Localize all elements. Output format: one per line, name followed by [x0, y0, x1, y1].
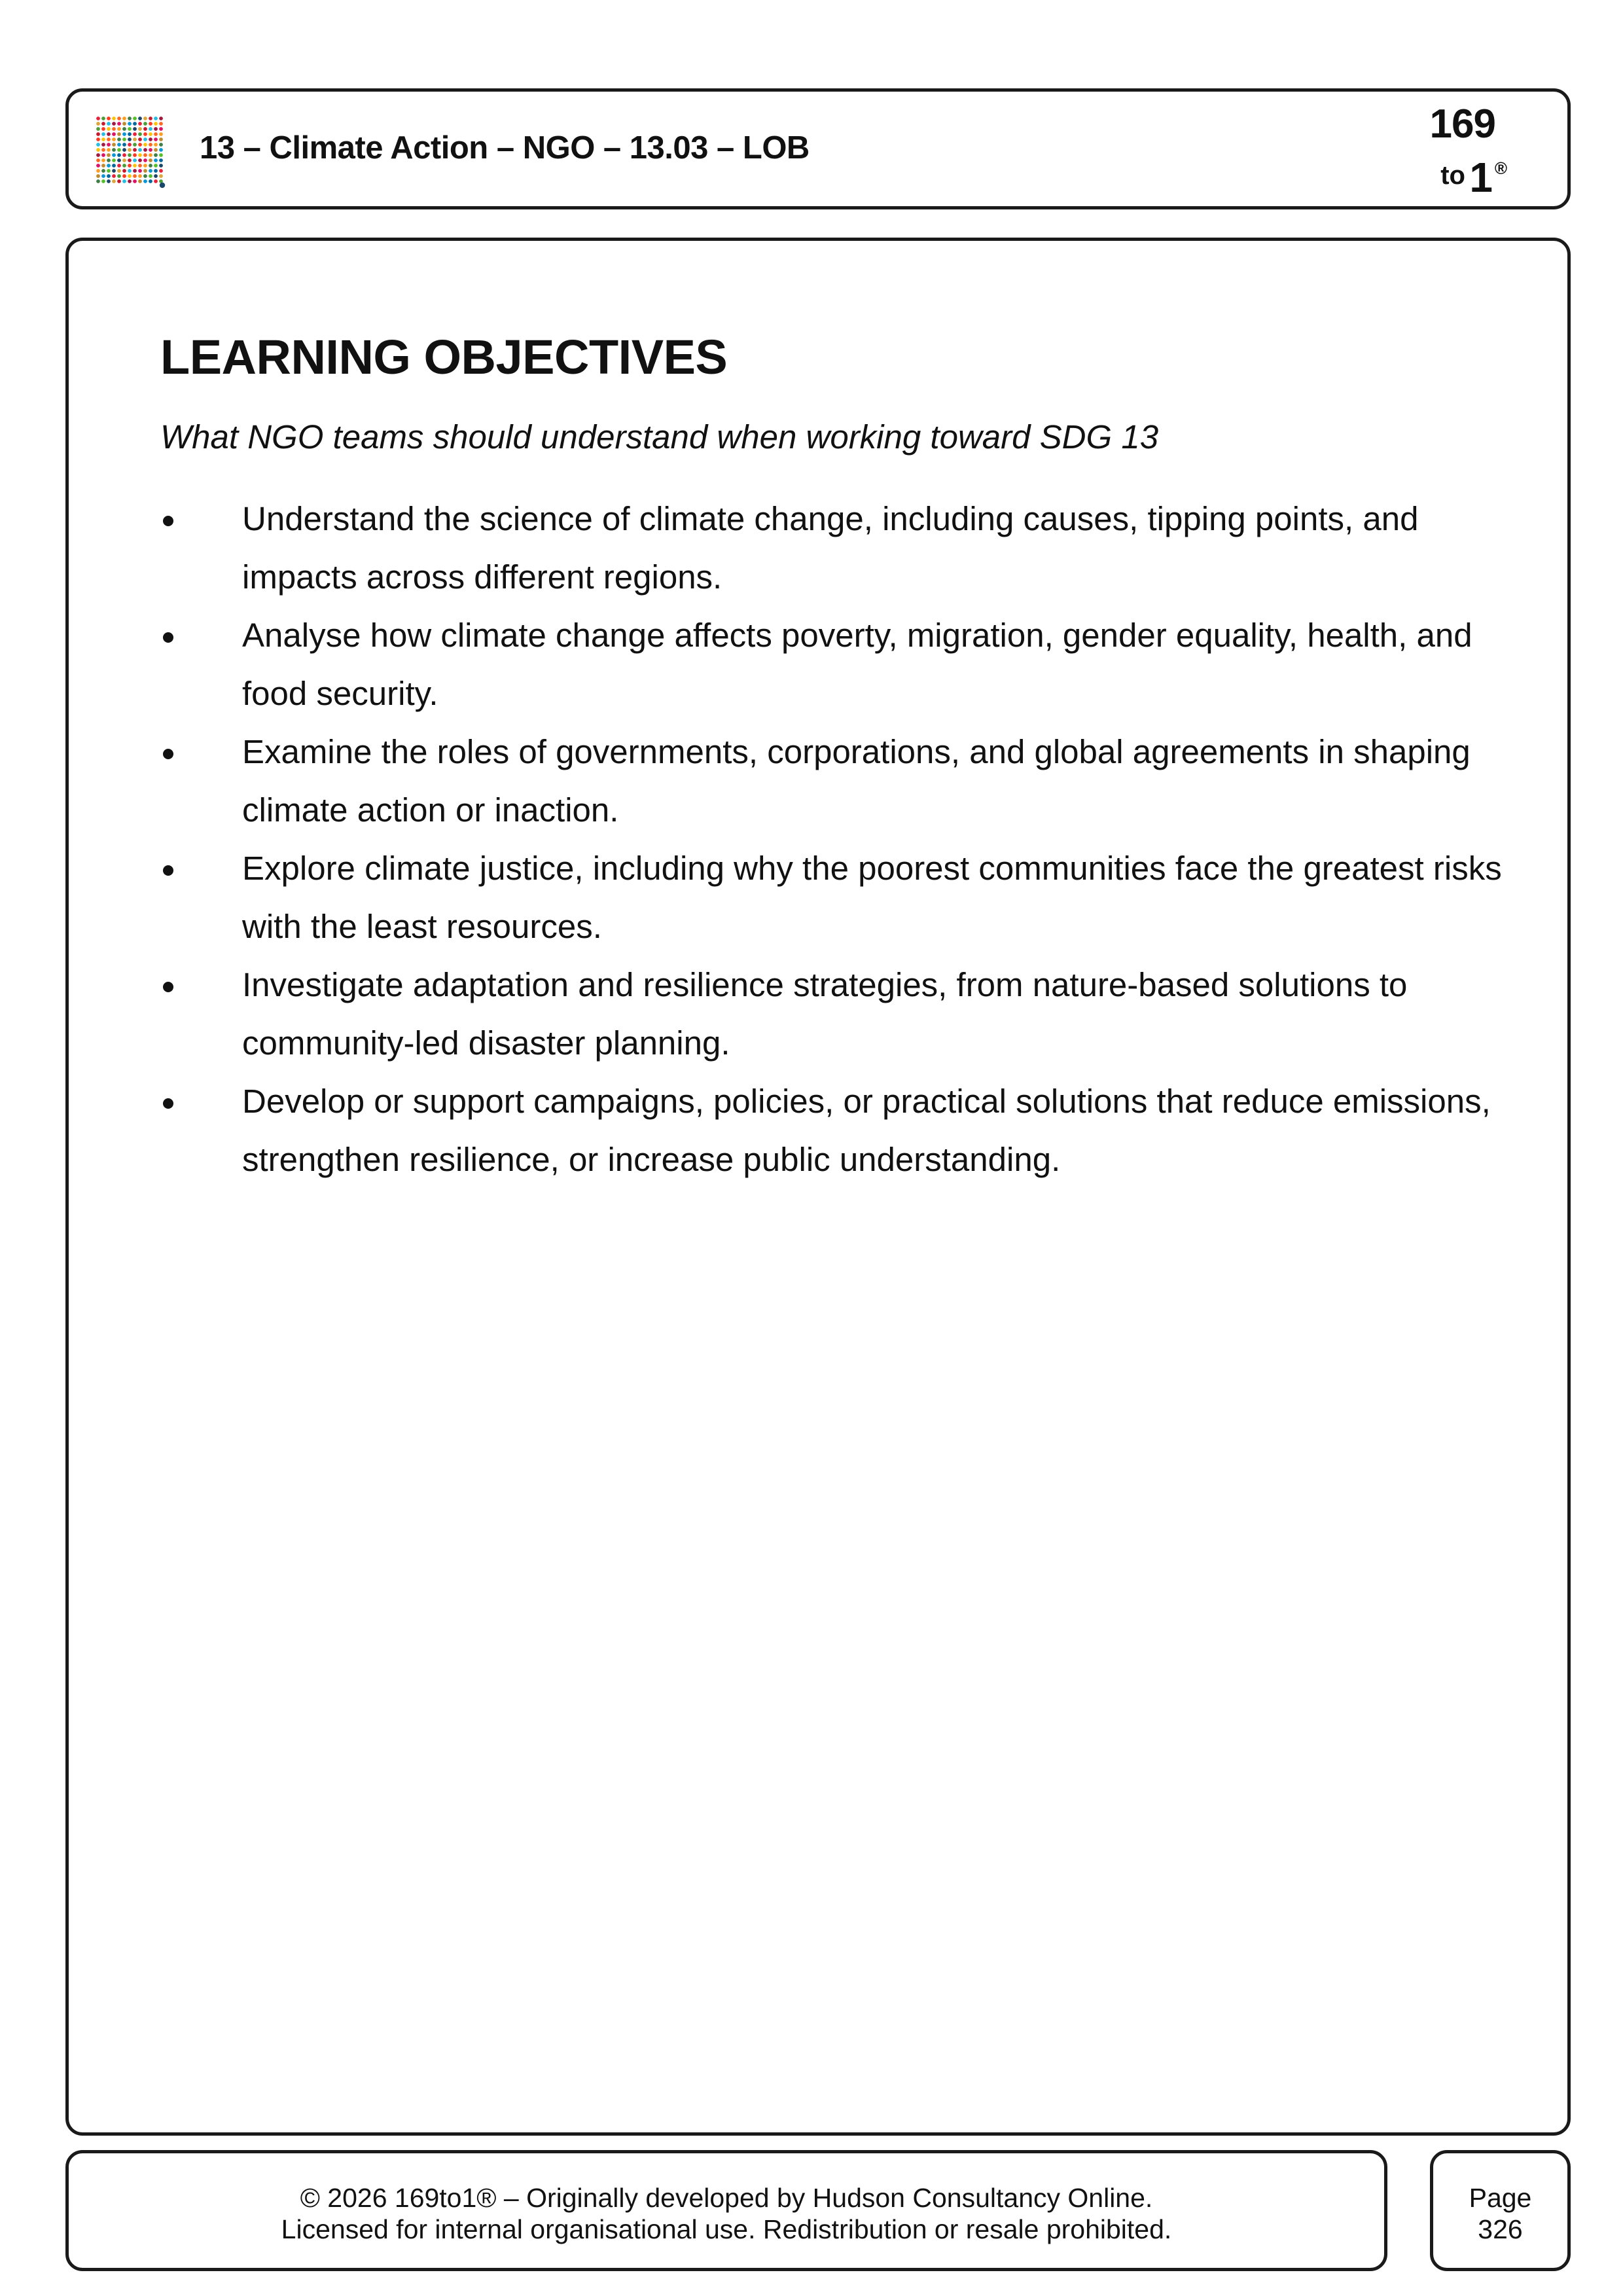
logo-dot	[96, 148, 100, 152]
logo-dot	[143, 153, 147, 157]
logo-dot	[96, 117, 100, 120]
logo-dot	[133, 164, 137, 168]
logo-dot	[107, 179, 111, 183]
logo-dot	[112, 179, 116, 183]
logo-dot	[154, 164, 158, 168]
logo-dot	[101, 132, 105, 136]
logo-dot	[112, 148, 116, 152]
logo-dot	[138, 158, 142, 162]
brand-one: 1	[1469, 154, 1493, 201]
logo-dot	[138, 122, 142, 126]
logo-dot	[138, 169, 142, 173]
logo-dot	[133, 148, 137, 152]
logo-dot	[96, 179, 100, 183]
logo-dot	[101, 117, 105, 120]
logo-dot	[160, 183, 165, 188]
logo-dot	[96, 153, 100, 157]
logo-dot	[117, 174, 121, 178]
logo-dot	[154, 137, 158, 141]
objective-text: Explore climate justice, including why the poorest communities face the greatest risks with the least resources.	[242, 850, 1502, 945]
logo-dot	[154, 127, 158, 131]
footer-copyright	[69, 2182, 1384, 2245]
logo-dot	[117, 137, 121, 141]
logo-dot	[96, 158, 100, 162]
logo-dot	[112, 158, 116, 162]
logo-dot	[154, 117, 158, 120]
document-title: 13 – Climate Action – NGO – 13.03 – LOB	[200, 130, 810, 166]
section-title: LEARNING OBJECTIVES	[160, 330, 728, 384]
page-number: 326	[1478, 2214, 1523, 2244]
logo-dot	[138, 127, 142, 131]
list-item	[160, 1072, 1535, 1189]
logo-dot	[112, 153, 116, 157]
logo-dot	[133, 137, 137, 141]
brand-number: 169	[1429, 101, 1495, 147]
brand-to: to	[1440, 161, 1465, 190]
logo-dot	[112, 132, 116, 136]
logo-dot	[101, 137, 105, 141]
logo-dot	[107, 164, 111, 168]
logo-dot	[149, 127, 152, 131]
bullet-icon	[163, 749, 173, 759]
logo-dot	[112, 164, 116, 168]
logo-dot	[101, 127, 105, 131]
logo-dot	[149, 164, 152, 168]
logo-dot	[149, 153, 152, 157]
logo-dot	[159, 143, 163, 147]
logo-dot	[149, 174, 152, 178]
objective-text: Understand the science of climate change, including causes, tipping points, and impacts across different regions.	[242, 500, 1419, 596]
objective-text: Investigate adaptation and resilience strategies, from nature-based solutions to community-led disaster planning.	[242, 966, 1408, 1062]
logo-dot	[112, 169, 116, 173]
copyright-line: © 2026 169to1® – Originally developed by Hudson Consultancy Online.	[300, 2183, 1153, 2213]
logo-dot	[138, 137, 142, 141]
logo-dot	[143, 117, 147, 120]
logo-dot	[159, 169, 163, 173]
list-item	[160, 956, 1535, 1072]
logo-dot	[122, 169, 126, 173]
footer-bar	[65, 2150, 1387, 2271]
logo-dot	[154, 148, 158, 152]
objective-text: Analyse how climate change affects poverty, migration, gender equality, health, and food security.	[242, 617, 1472, 712]
logo-dot	[122, 137, 126, 141]
logo-dot	[117, 158, 121, 162]
logo-dot	[122, 164, 126, 168]
content-panel	[65, 238, 1571, 2136]
page-indicator	[1433, 2182, 1567, 2245]
logo-dot	[133, 127, 137, 131]
logo-dot	[128, 137, 132, 141]
logo-dot	[107, 158, 111, 162]
logo-dot	[96, 132, 100, 136]
logo-dot	[112, 137, 116, 141]
logo-dot	[138, 174, 142, 178]
logo-dot	[138, 117, 142, 120]
logo-dot	[117, 164, 121, 168]
logo-dot	[149, 158, 152, 162]
logo-dot	[101, 122, 105, 126]
logo-dot	[117, 132, 121, 136]
logo-dot	[138, 143, 142, 147]
logo-dot	[159, 132, 163, 136]
logo-dot	[96, 174, 100, 178]
logo-dot	[122, 117, 126, 120]
logo-dot	[149, 122, 152, 126]
logo-dot	[154, 179, 158, 183]
logo-dot	[154, 132, 158, 136]
logo-dot	[143, 158, 147, 162]
logo-dot	[122, 143, 126, 147]
logo-dot	[138, 164, 142, 168]
logo-dot	[154, 169, 158, 173]
logo-dot	[133, 143, 137, 147]
logo-dot	[96, 127, 100, 131]
logo-dot	[159, 127, 163, 131]
logo-dot	[112, 143, 116, 147]
bullet-icon	[163, 982, 173, 992]
page-number-box	[1430, 2150, 1571, 2271]
logo-dot	[128, 169, 132, 173]
logo-dot	[133, 179, 137, 183]
logo-dot	[107, 143, 111, 147]
logo-dot	[117, 117, 121, 120]
logo-dot	[96, 137, 100, 141]
logo-dot	[138, 153, 142, 157]
logo-dot	[122, 179, 126, 183]
logo-dot	[143, 127, 147, 131]
logo-dot	[101, 153, 105, 157]
bullet-icon	[163, 632, 173, 643]
logo-dot	[138, 148, 142, 152]
logo-dot	[143, 143, 147, 147]
list-item	[160, 839, 1535, 956]
logo-dot	[154, 158, 158, 162]
logo-dot	[107, 169, 111, 173]
logo-dot	[122, 174, 126, 178]
logo-dot	[133, 117, 137, 120]
logo-dot	[107, 137, 111, 141]
logo-dot	[128, 117, 132, 120]
logo-dot	[107, 117, 111, 120]
logo-dot	[117, 148, 121, 152]
logo-dot	[149, 179, 152, 183]
logo-dot	[133, 174, 137, 178]
logo-dot	[112, 127, 116, 131]
logo-dot	[107, 174, 111, 178]
logo-dot	[101, 169, 105, 173]
logo-dot	[101, 179, 105, 183]
logo-dot	[96, 122, 100, 126]
logo-dot	[159, 137, 163, 141]
logo-dot	[159, 148, 163, 152]
logo-dot	[96, 169, 100, 173]
sdg-dot-grid-logo-icon	[95, 115, 166, 188]
page-label: Page	[1469, 2183, 1532, 2213]
logo-dot	[101, 158, 105, 162]
logo-dot	[143, 179, 147, 183]
logo-dot	[159, 117, 163, 120]
logo-dot	[101, 148, 105, 152]
logo-dot	[107, 153, 111, 157]
logo-dot	[154, 174, 158, 178]
logo-dot	[128, 143, 132, 147]
logo-dot	[112, 117, 116, 120]
logo-dot	[128, 179, 132, 183]
logo-dot	[159, 122, 163, 126]
objectives-list	[160, 490, 1535, 1189]
logo-dot	[159, 164, 163, 168]
logo-dot	[117, 153, 121, 157]
logo-dot	[96, 164, 100, 168]
list-item	[160, 490, 1535, 606]
logo-dot	[117, 122, 121, 126]
logo-dot	[101, 143, 105, 147]
logo-dot	[128, 164, 132, 168]
logo-dot	[128, 158, 132, 162]
header-bar	[65, 88, 1571, 209]
logo-dot	[149, 143, 152, 147]
logo-dot	[138, 132, 142, 136]
logo-dot	[107, 132, 111, 136]
logo-dot	[159, 174, 163, 178]
logo-dot	[133, 122, 137, 126]
logo-dot	[143, 148, 147, 152]
bullet-icon	[163, 516, 173, 526]
logo-dot	[143, 169, 147, 173]
list-item	[160, 606, 1535, 723]
logo-dot	[128, 174, 132, 178]
logo-dot	[154, 122, 158, 126]
list-item	[160, 723, 1535, 839]
logo-dot	[128, 127, 132, 131]
bullet-icon	[163, 865, 173, 876]
logo-dot	[143, 122, 147, 126]
logo-dot	[107, 148, 111, 152]
logo-dot	[143, 132, 147, 136]
brand-mark	[1396, 97, 1507, 208]
logo-dot	[117, 127, 121, 131]
logo-dot	[122, 153, 126, 157]
logo-dot	[149, 117, 152, 120]
logo-dot	[133, 153, 137, 157]
license-line: Licensed for internal organisational use. Redistribution or resale prohibited.	[281, 2214, 1172, 2244]
logo-dot	[149, 137, 152, 141]
logo-dot	[159, 158, 163, 162]
logo-dot	[107, 127, 111, 131]
logo-dot	[122, 127, 126, 131]
logo-dot	[128, 132, 132, 136]
logo-dot	[122, 158, 126, 162]
logo-dot	[112, 122, 116, 126]
logo-dot	[159, 153, 163, 157]
logo-dot	[101, 164, 105, 168]
registered-mark: ®	[1494, 158, 1507, 178]
objective-text: Examine the roles of governments, corporations, and global agreements in shaping climate action or inaction.	[242, 733, 1471, 829]
logo-dot	[117, 179, 121, 183]
logo-dot	[96, 143, 100, 147]
logo-dot	[122, 122, 126, 126]
bullet-icon	[163, 1098, 173, 1109]
logo-dot	[143, 174, 147, 178]
logo-dot	[117, 169, 121, 173]
logo-dot	[128, 148, 132, 152]
logo-dot	[107, 122, 111, 126]
logo-dot	[138, 179, 142, 183]
logo-dot	[128, 122, 132, 126]
logo-dot	[112, 174, 116, 178]
logo-dot	[101, 174, 105, 178]
logo-dot	[149, 132, 152, 136]
logo-dot	[128, 153, 132, 157]
logo-dot	[122, 132, 126, 136]
logo-dot	[154, 143, 158, 147]
logo-dot	[133, 158, 137, 162]
objective-text: Develop or support campaigns, policies, or practical solutions that reduce emissions, strengthen resilience, or increase public understanding.	[242, 1083, 1491, 1178]
logo-dot	[143, 137, 147, 141]
logo-dot	[149, 169, 152, 173]
logo-dot	[122, 148, 126, 152]
logo-dot	[133, 132, 137, 136]
section-subtitle: What NGO teams should understand when working toward SDG 13	[160, 418, 1159, 456]
logo-dot	[143, 164, 147, 168]
logo-dot	[149, 148, 152, 152]
logo-dot	[154, 153, 158, 157]
logo-dot	[117, 143, 121, 147]
logo-dot	[133, 169, 137, 173]
